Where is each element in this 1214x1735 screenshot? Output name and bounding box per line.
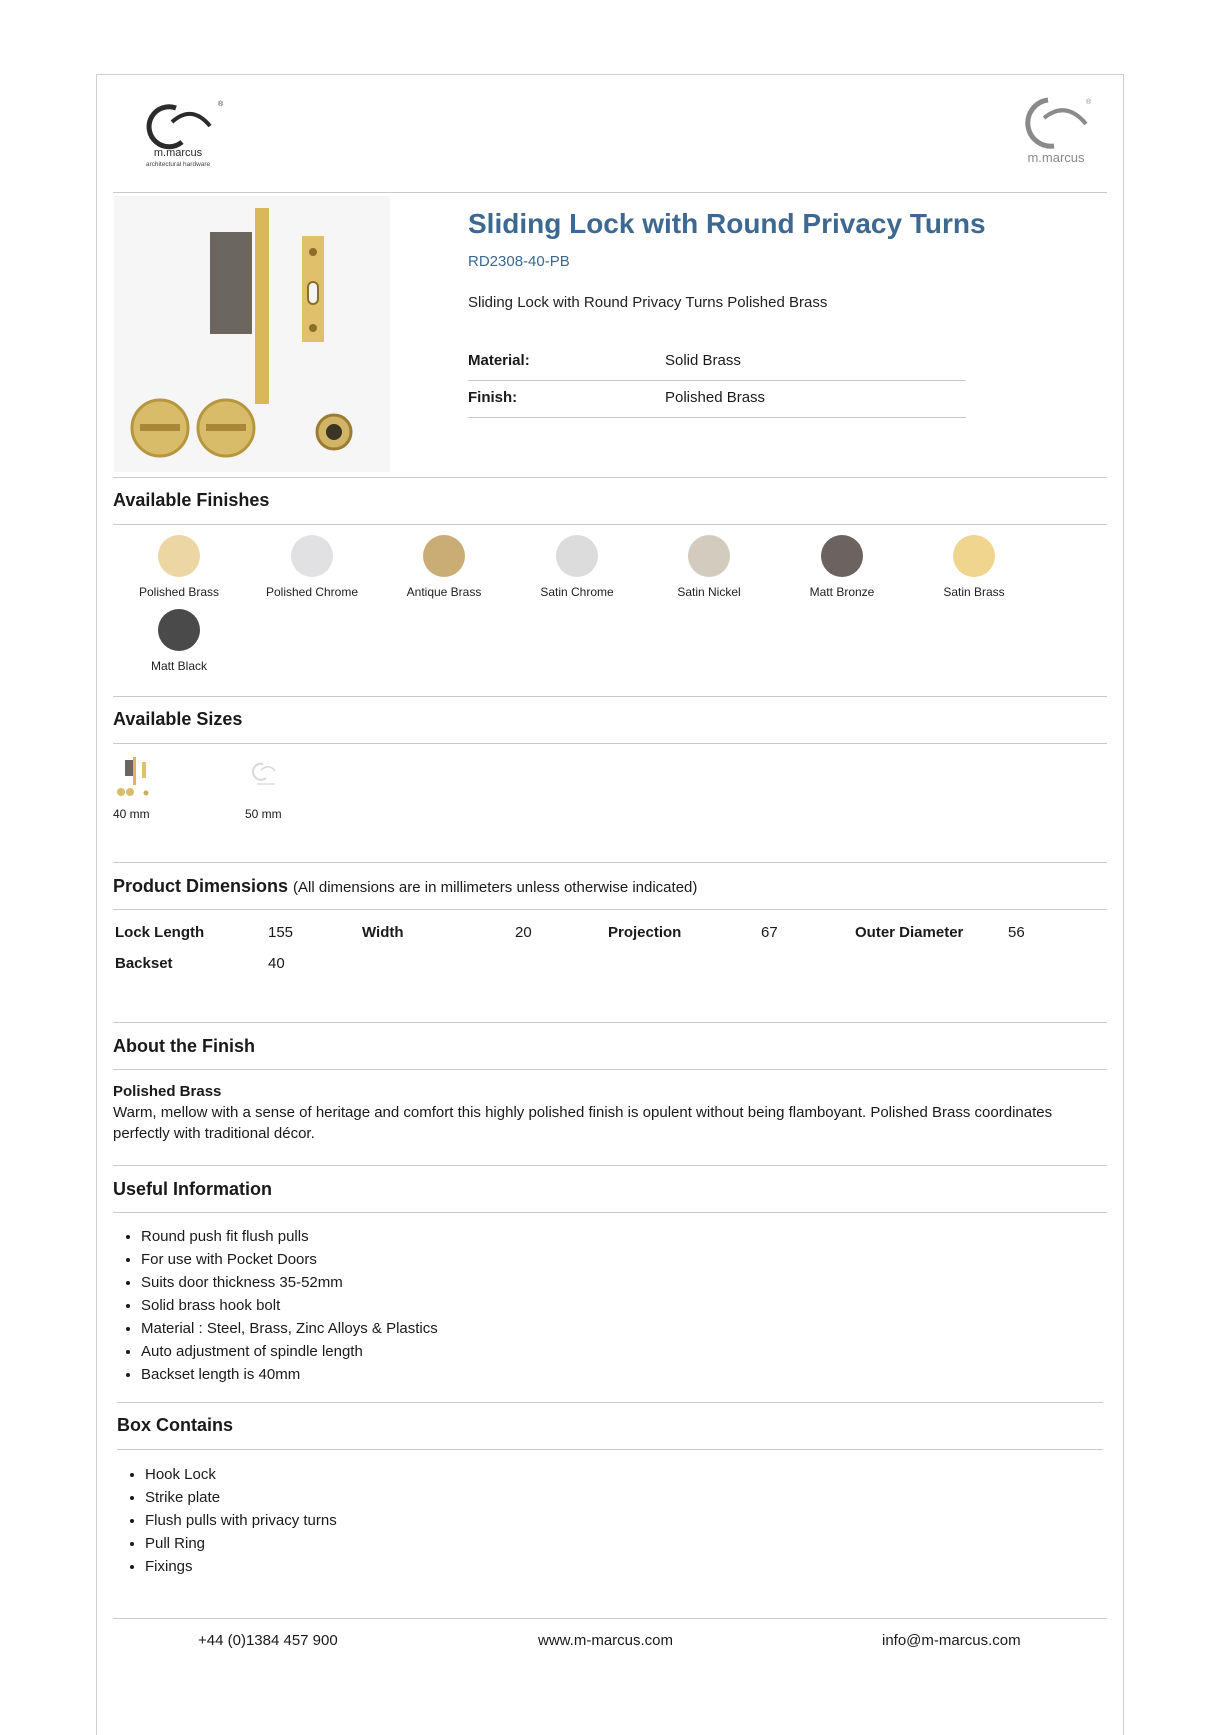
sizes-title: Available Sizes bbox=[113, 709, 243, 729]
finish-swatch-satin-chrome[interactable] bbox=[511, 535, 643, 599]
footer-website-link[interactable]: www.m-marcus.com bbox=[538, 1632, 674, 1649]
swatch-color bbox=[953, 535, 995, 577]
product-code: RD2308-40-PB bbox=[468, 253, 570, 270]
dim-value-backset: 40 bbox=[268, 955, 285, 972]
dim-label-lock-length: Lock Length bbox=[115, 924, 205, 941]
divider bbox=[113, 1165, 1107, 1166]
swatch-color bbox=[158, 609, 200, 651]
divider bbox=[113, 862, 1107, 863]
list-item: • Auto adjustment of spindle length bbox=[141, 1340, 438, 1363]
dim-value-outer-diameter: 56 bbox=[1008, 924, 1025, 941]
spec-label: Finish: bbox=[468, 389, 518, 406]
swatch-color bbox=[688, 535, 730, 577]
dim-value-width: 20 bbox=[515, 924, 532, 941]
swatch-color bbox=[556, 535, 598, 577]
finish-swatch-satin-brass[interactable] bbox=[908, 535, 1040, 599]
divider bbox=[113, 1212, 1107, 1213]
list-item: • Suits door thickness 35-52mm bbox=[141, 1271, 438, 1294]
list-item: • Material : Steel, Brass, Zinc Alloys & Plastics bbox=[141, 1317, 438, 1340]
box-title: Box Contains bbox=[117, 1415, 234, 1435]
dim-value-lock-length: 155 bbox=[268, 924, 294, 941]
divider bbox=[113, 1618, 1107, 1619]
divider bbox=[117, 1402, 1103, 1403]
list-item: • Pull Ring bbox=[145, 1532, 337, 1555]
swatch-color bbox=[821, 535, 863, 577]
list-item: • For use with Pocket Doors bbox=[141, 1248, 438, 1271]
product-description: Sliding Lock with Round Privacy Turns Polished Brass bbox=[468, 294, 828, 311]
finish-swatch-polished-brass[interactable] bbox=[113, 535, 245, 599]
footer-email-link[interactable]: info@m-marcus.com bbox=[882, 1632, 1021, 1649]
box-list bbox=[117, 1463, 337, 1578]
divider bbox=[113, 524, 1107, 525]
swatch-color bbox=[423, 535, 465, 577]
brand-logo-left bbox=[136, 96, 236, 172]
size-label: 40 mm bbox=[113, 807, 150, 821]
swatch-label: Matt Black bbox=[150, 659, 207, 673]
product-image bbox=[114, 196, 390, 472]
dimensions-title bbox=[113, 876, 697, 897]
dim-label-width: Width bbox=[362, 924, 404, 941]
swatch-label: Satin Chrome bbox=[540, 585, 614, 599]
finish-swatch-antique-brass[interactable] bbox=[378, 535, 510, 599]
useful-list bbox=[113, 1225, 438, 1386]
swatch-label: Polished Brass bbox=[138, 585, 220, 599]
brand-logo-right bbox=[1016, 96, 1096, 172]
useful-title: Useful Information bbox=[113, 1179, 273, 1199]
spec-row-material bbox=[468, 344, 966, 381]
swatch-color bbox=[158, 535, 200, 577]
size-thumbnail-logo-placeholder bbox=[245, 756, 285, 800]
list-item: • Round push fit flush pulls bbox=[141, 1225, 438, 1248]
divider bbox=[113, 192, 1107, 193]
dim-label-projection: Projection bbox=[608, 924, 682, 941]
finish-swatch-satin-nickel[interactable] bbox=[643, 535, 775, 599]
dimensions-heading: Product Dimensions bbox=[113, 876, 289, 896]
registered-mark-right: ® bbox=[1086, 99, 1092, 106]
swatch-label: Antique Brass bbox=[406, 585, 482, 599]
finish-swatch-matt-black[interactable] bbox=[113, 609, 245, 673]
about-title: About the Finish bbox=[113, 1036, 255, 1056]
divider bbox=[113, 909, 1107, 910]
list-item: • Strike plate bbox=[145, 1486, 337, 1509]
size-option-40mm[interactable] bbox=[113, 756, 173, 821]
finish-swatch-matt-bronze[interactable] bbox=[776, 535, 908, 599]
swatch-label: Satin Brass bbox=[943, 585, 1005, 599]
spec-label: Material: bbox=[468, 352, 530, 369]
registered-mark: ® bbox=[218, 101, 224, 108]
spec-value: Solid Brass bbox=[665, 352, 741, 369]
swatch-label: Satin Nickel bbox=[677, 585, 741, 599]
size-thumbnail bbox=[113, 756, 153, 800]
swatch-color bbox=[291, 535, 333, 577]
divider bbox=[113, 1022, 1107, 1023]
spec-row-finish bbox=[468, 381, 966, 418]
list-item: • Solid brass hook bolt bbox=[141, 1294, 438, 1317]
spec-value: Polished Brass bbox=[665, 389, 766, 406]
finish-swatch-polished-chrome[interactable] bbox=[246, 535, 378, 599]
product-title: Sliding Lock with Round Privacy Turns bbox=[468, 208, 986, 239]
dim-label-backset: Backset bbox=[115, 955, 173, 972]
about-text-line1: Warm, mellow with a sense of heritage and comfort this highly polished finish is opulent without being flamboyant. Polished Brass coordinates bbox=[113, 1104, 1053, 1121]
swatch-label: Polished Chrome bbox=[265, 585, 359, 599]
list-item: • Flush pulls with privacy turns bbox=[145, 1509, 337, 1532]
list-item: • Hook Lock bbox=[145, 1463, 337, 1486]
finishes-title: Available Finishes bbox=[113, 490, 270, 510]
dim-label-outer-diameter: Outer Diameter bbox=[855, 924, 964, 941]
divider bbox=[113, 1069, 1107, 1070]
list-item: • Backset length is 40mm bbox=[141, 1363, 438, 1386]
swatch-label: Matt Bronze bbox=[809, 585, 875, 599]
about-text-line2: perfectly with traditional décor. bbox=[113, 1125, 315, 1142]
dimensions-note: (All dimensions are in millimeters unless otherwise indicated) bbox=[293, 879, 698, 896]
divider bbox=[117, 1449, 1103, 1450]
size-label: 50 mm bbox=[245, 807, 282, 821]
size-option-50mm[interactable] bbox=[245, 756, 305, 821]
left-logo-name: m.marcus bbox=[153, 147, 203, 159]
divider bbox=[113, 696, 1107, 697]
left-logo-tagline: architectural hardware bbox=[145, 161, 211, 168]
list-item: • Fixings bbox=[145, 1555, 337, 1578]
footer-phone[interactable]: +44 (0)1384 457 900 bbox=[198, 1632, 338, 1649]
about-finish-name: Polished Brass bbox=[113, 1083, 222, 1100]
divider bbox=[113, 477, 1107, 478]
right-logo-name: m.marcus bbox=[1027, 150, 1085, 165]
divider bbox=[113, 743, 1107, 744]
dim-value-projection: 67 bbox=[761, 924, 778, 941]
